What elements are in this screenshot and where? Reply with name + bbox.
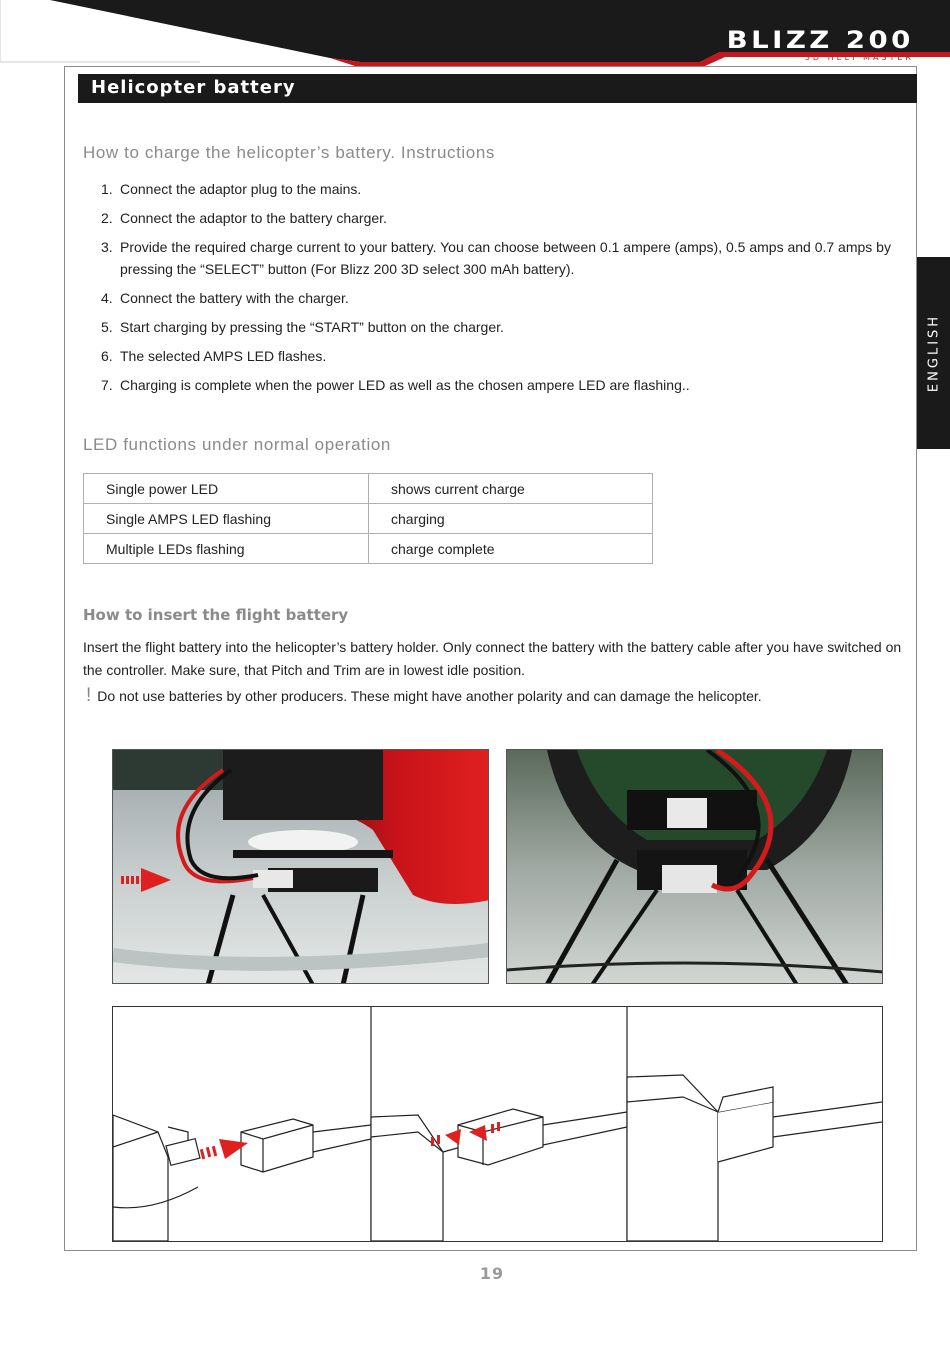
battery-photo-left xyxy=(112,749,489,984)
page-header xyxy=(0,0,950,66)
led-state-cell: Multiple LEDs flashing xyxy=(84,534,369,564)
led-state-cell: Single power LED xyxy=(84,474,369,504)
led-functions-table xyxy=(83,473,653,564)
charge-steps-list xyxy=(83,178,913,403)
connector-diagram xyxy=(112,1006,883,1242)
battery-photo-right xyxy=(506,749,883,984)
language-tab-label: ENGLISH xyxy=(926,313,941,393)
list-item: 1. Connect the adaptor plug to the mains. xyxy=(101,181,362,197)
brand-logo: BLIZZ 200 xyxy=(726,26,914,54)
brand-tagline: 3D HELI MASTER xyxy=(804,53,914,62)
list-item: 5. Start charging by pressing the “START” button on the charger. xyxy=(101,319,504,335)
list-item: 7. Charging is complete when the power LED as well as the chosen ampere LED are flashing.. xyxy=(101,377,690,393)
table-row xyxy=(84,504,653,534)
led-meaning-cell: shows current charge xyxy=(369,474,653,504)
list-item: 4. Connect the battery with the charger. xyxy=(101,290,349,306)
list-item: 6. The selected AMPS LED flashes. xyxy=(101,348,327,364)
insert-paragraph: Insert the flight battery into the helicopter’s battery holder. Only connect the battery with the battery cable after you have switched on the controller. Make sure, that Pitch and Trim are in lowest idle position. xyxy=(83,639,902,678)
section-title-bar xyxy=(78,74,917,103)
list-item: 3. Provide the required charge current to your battery. You can choose between 0.1 ampere (amps), 0.5 amps and 0.7 amps by pressing the “SELECT” button (For Blizz 200 3D select 300 mAh battery). xyxy=(101,239,891,277)
warning-icon: ! xyxy=(86,685,92,706)
page-number: 19 xyxy=(479,1264,505,1283)
language-tab[interactable] xyxy=(917,257,950,449)
led-state-cell: Single AMPS LED flashing xyxy=(84,504,369,534)
charge-heading: How to charge the helicopter’s battery. Instructions xyxy=(83,143,496,162)
table-row xyxy=(84,534,653,564)
list-item: 2. Connect the adaptor to the battery charger. xyxy=(101,210,387,226)
warning-text: Do not use batteries by other producers. These might have another polarity and can damage the helicopter. xyxy=(97,688,762,704)
led-meaning-cell: charge complete xyxy=(369,534,653,564)
section-title: Helicopter battery xyxy=(91,77,296,98)
warning-note xyxy=(86,685,762,707)
table-row xyxy=(84,474,653,504)
led-heading: LED functions under normal operation xyxy=(83,435,391,454)
insert-heading: How to insert the flight battery xyxy=(83,606,349,624)
led-meaning-cell: charging xyxy=(369,504,653,534)
